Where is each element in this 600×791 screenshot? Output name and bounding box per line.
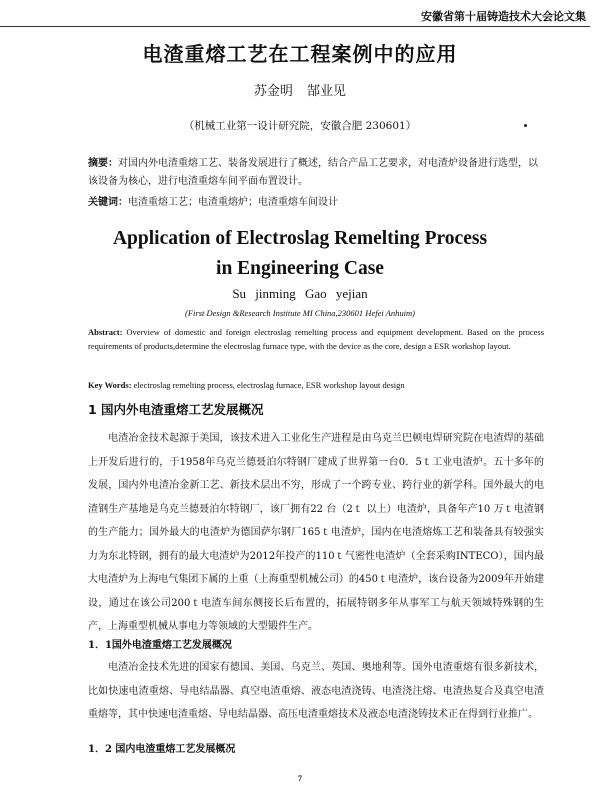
stray-dot-mark — [524, 124, 527, 127]
english-title-line-1: Application of Electroslag Remelting Process — [112, 228, 488, 249]
running-header: 安徽省第十届铸造技术大会论文集 — [421, 10, 586, 23]
chinese-keywords — [88, 194, 538, 212]
section-1-1-paragraph — [88, 656, 544, 727]
section-1-1-heading: 1．1国外电渣重熔工艺发展概况 — [88, 640, 232, 651]
chinese-abstract-text: 对国内外电渣重熔工艺、装备发展进行了概述，结合产品工艺要求，对电渣炉设备进行选型，以该设备为核心，进行电渣重熔车间平面布置设计。 — [88, 158, 538, 187]
chinese-keywords-text: 电渣重熔工艺；电渣重熔炉；电渣重熔车间设计 — [128, 197, 338, 208]
page-number: 7 — [298, 774, 302, 783]
english-affiliation: (First Design &Research Institute MI China,230601 Hefei Anhuim) — [185, 308, 415, 318]
header-rule — [0, 26, 590, 27]
english-title-line-2: in Engineering Case — [216, 258, 384, 279]
section-1-heading: 1 国内外电渣重熔工艺发展概况 — [88, 402, 264, 417]
english-keywords-text: electroslag remelting process, electroslag furnace, ESR workshop layout design — [131, 380, 405, 390]
chinese-keywords-label: 关键词： — [88, 197, 128, 208]
english-keywords — [88, 378, 544, 392]
chinese-title: 电渣重熔工艺在工程案例中的应用 — [142, 42, 458, 66]
english-abstract — [88, 325, 544, 353]
chinese-affiliation: （机械工业第一设计研究院，安徽合肥 230601） — [183, 120, 417, 132]
english-keywords-label: Key Words: — [88, 380, 132, 390]
chinese-authors: 苏金明 郜业见 — [253, 84, 347, 99]
section-1-paragraph — [88, 427, 544, 639]
english-title — [0, 224, 600, 284]
chinese-abstract-label: 摘要： — [88, 158, 118, 169]
chinese-abstract — [88, 155, 538, 191]
english-authors: Su jinming Gao yejian — [232, 286, 368, 301]
english-abstract-text: Overview of domestic and foreign electroslag remelting process and equipment development. Based on the process requirements of products,determine the electroslag furnace type, with the device as the core, design a ESR workshop layout. — [88, 327, 544, 351]
english-abstract-label: Abstract: — [88, 327, 123, 337]
section-1-text: 电渣冶金技术起源于美国，该技术进入工业化生产进程是由乌克兰巴顿电焊研究院在电渣焊的基础上开发后进行的，于1958年乌克兰德聂泊尔特钢厂建成了世界第一台0．5ｔ工业电渣炉。五十多年的发展，国内外电渣冶金新工艺、新技术层出不穷，形成了一个跨专业、跨行业的新学科。国外最大的电渣钢生产基地是乌克兰德聂泊尔特钢厂，该厂拥有22 台（2ｔ 以上）电渣炉，具备年产10 万ｔ电渣钢的生产能力；国外最大的电渣炉为德国萨尔钢厂165ｔ电渣炉，国内在电渣熔炼工艺和装备具有较强实力为东北特钢，拥有的最大电渣炉为2012年投产的110ｔ气密性电渣炉（全套采购INTECO），国内最大电渣炉为上海电气集团下属的上重（上海重型机械公司）的450ｔ电渣炉，该台设备为2009年开始建设，通过在该公司200ｔ电渣车间东侧接长后布置的，拓展特钢多年从事军工与航天领域特殊钢的生产，上海重型机械从事电力等领域的大型锻件生产。 — [88, 433, 544, 632]
section-1-2-heading: 1．2 国内电渣重熔工艺发展概况 — [88, 744, 236, 755]
section-1-1-text: 电渣冶金技术先进的国家有德国、美国、乌克兰、英国、奥地利等。国外电渣重熔有很多新技术，比如快速电渣重熔、导电结晶器、真空电渣重熔、液态电渣浇铸、电渣浇注熔、电渣热复合及真空电渣重熔等，其中快速电渣重熔、导电结晶器、高压电渣重熔技术及液态电渣浇铸技术正在得到行业推广。 — [88, 662, 544, 720]
